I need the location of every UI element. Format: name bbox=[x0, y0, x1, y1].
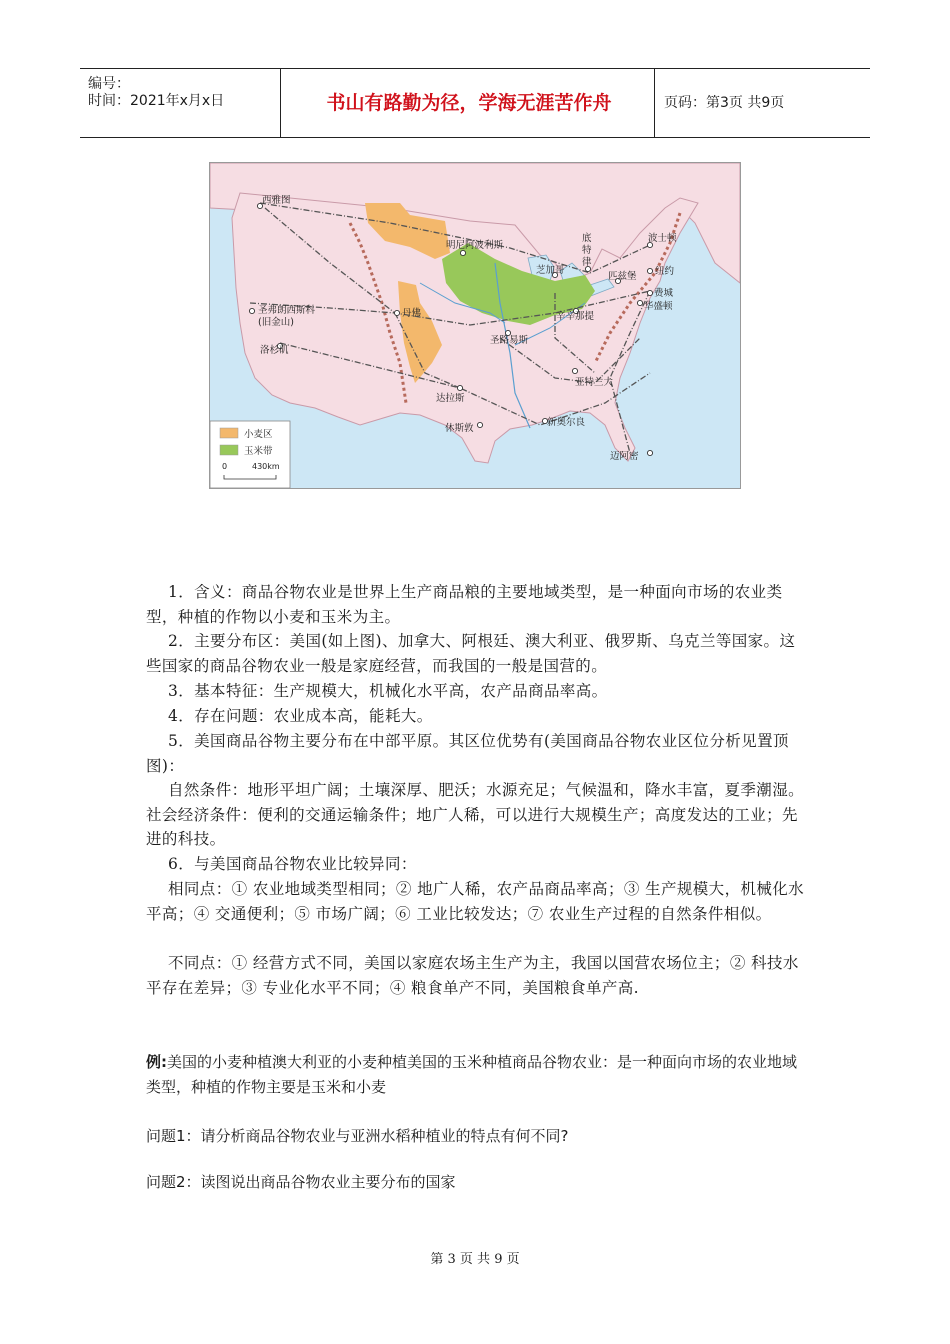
legend-wheat-swatch bbox=[220, 428, 238, 438]
legend-scale-zero: 0 bbox=[222, 462, 228, 471]
para-distribution: 2．主要分布区：美国(如上图)、加拿大、阿根廷、澳大利亚、俄罗斯、乌克兰等国家。这些国家的商品谷物农业一般是家庭经营，而我国的一般是国营的。 bbox=[146, 632, 796, 675]
city-label: 明尼阿波利斯 bbox=[446, 240, 504, 251]
example-text: 美国的小麦种植澳大利亚的小麦种植美国的玉米种植商品谷物农业：是一种面向市场的农业地域类型，种植的作物主要是玉米和小麦 bbox=[146, 1053, 798, 1096]
serial-label: 编号： bbox=[88, 76, 130, 92]
para-features: 3．基本特征：生产规模大，机械化水平高，农产品商品率高。 bbox=[168, 682, 608, 700]
city-label: 达拉斯 bbox=[436, 393, 465, 404]
legend-corn-swatch bbox=[220, 445, 238, 455]
para-location: 5．美国商品谷物主要分布在中部平原。其区位优势有(美国商品谷物农业区位分析见置顶图)： bbox=[146, 732, 789, 775]
header-page-label: 页码：第3页 共9页 bbox=[664, 95, 785, 111]
para-differences: 不同点：① 经营方式不同，美国以家庭农场主生产为主，我国以国营农场位主；② 科技水平存在差异；③ 专业化水平不同；④ 粮食单产不同，美国粮食单产高. bbox=[146, 954, 799, 997]
city-label: 亚特兰大 bbox=[575, 377, 614, 388]
city-label: 芝加哥 bbox=[536, 265, 565, 276]
city-label: 辛辛那提 bbox=[556, 311, 595, 322]
para-conditions: 自然条件：地形平坦广阔；土壤深厚、肥沃；水源充足；气候温和，降水丰富，夏季潮湿。社会经济条件：便利的交通运输条件；地广人稀，可以进行大规模生产；高度发达的工业；先进的科技。 bbox=[146, 781, 805, 848]
city-label: 洛杉矶 bbox=[260, 345, 289, 356]
legend-wheat-label: 小麦区 bbox=[244, 429, 273, 440]
city-label: 波士顿 bbox=[648, 233, 677, 244]
para-similarities: 相同点：① 农业地域类型相同；② 地广人稀，农产品商品率高；③ 生产规模大，机械化水平高；④ 交通便利；⑤ 市场广阔；⑥ 工业比较发达；⑦ 农业生产过程的自然条件相似。 bbox=[146, 880, 805, 923]
city-label: 特 bbox=[582, 245, 592, 256]
city-label: 休斯敦 bbox=[445, 423, 474, 434]
para-problems: 4．存在问题：农业成本高，能耗大。 bbox=[168, 707, 433, 725]
time-label: 时间：2021年x月x日 bbox=[88, 93, 225, 109]
city-label: 费城 bbox=[654, 288, 674, 299]
page-footer: 第 3 页 共 9 页 bbox=[430, 1252, 520, 1267]
para-definition: 1．含义：商品谷物农业是世界上生产商品粮的主要地域类型，是一种面向市场的农业类型，种植的作物以小麦和玉米为主。 bbox=[146, 583, 783, 626]
city-label: 圣路易斯 bbox=[490, 335, 529, 346]
para-compare: 6．与美国商品谷物农业比较异同： bbox=[168, 855, 417, 873]
city-label: 华盛顿 bbox=[644, 301, 673, 312]
city-label: 律 bbox=[582, 257, 592, 268]
header-divider bbox=[654, 69, 655, 137]
city-label: 匹兹堡 bbox=[608, 271, 637, 282]
city-label: 西雅图 bbox=[262, 195, 291, 206]
city-label: 纽约 bbox=[655, 266, 675, 277]
map-legend bbox=[210, 421, 290, 488]
example-block bbox=[146, 1050, 808, 1100]
question-2: 问题2：读图说出商品谷物农业主要分布的国家 bbox=[146, 1173, 456, 1191]
page-header bbox=[80, 68, 870, 138]
city-label: 迈阿密 bbox=[610, 451, 639, 462]
header-divider bbox=[280, 69, 281, 137]
us-grain-map bbox=[209, 162, 741, 489]
legend-corn-label: 玉米带 bbox=[244, 446, 273, 457]
city-label: 底 bbox=[582, 233, 592, 244]
city-label: 丹佛 bbox=[402, 308, 422, 319]
map-svg bbox=[210, 163, 740, 488]
header-info bbox=[80, 69, 280, 137]
question-1: 问题1：请分析商品谷物农业与亚洲水稻种植业的特点有何不同? bbox=[146, 1127, 569, 1145]
city-label: 圣弗朗西斯科 bbox=[258, 305, 316, 316]
city-label: 新奥尔良 bbox=[547, 417, 586, 428]
header-motto: 书山有路勤为径，学海无涯苦作舟 bbox=[326, 92, 612, 114]
example-label: 例: bbox=[146, 1053, 167, 1071]
legend-scale-length: 430km bbox=[252, 462, 280, 471]
city-label: (旧金山) bbox=[258, 317, 294, 328]
